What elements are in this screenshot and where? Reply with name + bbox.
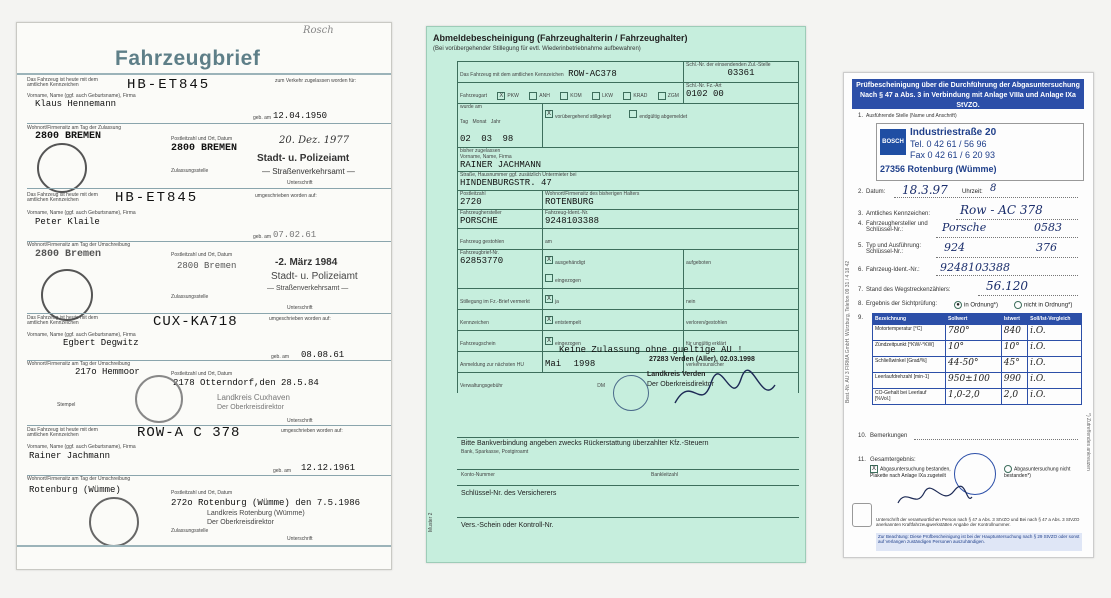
row-name: CO-Gehalt bei Leerlauf [%Vol.]	[873, 389, 946, 405]
label-plz-ort-2: Postleitzahl und Ort, Datum	[171, 252, 233, 258]
label-fahrzeugart: Fahrzeugart	[460, 93, 487, 99]
label-stempel: Stempel	[57, 402, 76, 408]
row-soll: 950±100	[946, 373, 1002, 389]
label-ident: Fahrzeug-Ident.-Nr.	[545, 209, 589, 216]
entry2-ort: 2800 Bremen	[177, 261, 237, 271]
row-name: Zündzeitpunkt [°KW/-°KW]	[873, 341, 946, 357]
row-cmp: i.O.	[1028, 357, 1082, 373]
entry3-name: Egbert Degwitz	[63, 338, 139, 348]
art-krad: KRAD	[633, 93, 648, 99]
label-unterschrift: Unterschrift	[287, 180, 313, 186]
pruef-table	[872, 313, 1082, 405]
entry3-stelle: Landkreis Cuxhaven	[217, 393, 290, 402]
label-anmeldung-hu: Anmeldung zur nächsten HU	[460, 361, 524, 368]
row-soll: 780°	[946, 325, 1002, 341]
abm-ort: ROTENBURG	[545, 197, 594, 207]
radio-nicht-bestanden	[1004, 465, 1012, 473]
abm-plz: 2720	[460, 197, 482, 207]
abm-hu-monat: Mai	[545, 358, 562, 369]
table-row	[873, 341, 1082, 357]
entry2-wohnort: 2800 Bremen	[35, 249, 102, 260]
brief-title: Fahrzeugbrief	[115, 47, 261, 70]
label-wohnort-umschreibung: Wohnort/Firmensitz am Tag der Umschreibung	[27, 242, 131, 248]
entry2-name: Peter Klaile	[35, 217, 100, 227]
abm-jahr: 98	[502, 134, 514, 145]
abm-entstempelt: entstempelt	[555, 319, 581, 326]
entry1-ort: 2800 BREMEN	[171, 143, 238, 154]
abm-eingezogen-brief: eingezogen	[555, 277, 581, 284]
entry1-name: Klaus Hennemann	[35, 99, 117, 109]
row-ist: 990	[1001, 373, 1027, 389]
label-plz-ort-4: Postleitzahl und Ort, Datum	[171, 490, 233, 496]
label-wohnort-umschreibung-3: Wohnort/Firmensitz am Tag der Umschreibung	[27, 361, 131, 367]
label-name: Vorname, Name (ggf. auch Geburtsname), Firma	[27, 93, 136, 99]
entry4-geb: 12.12.1961	[301, 463, 356, 473]
abm-ungueltig: für ungültig erklärt	[686, 340, 727, 347]
pruef-side-right: *) Zutreffendes ankreuzen	[1085, 413, 1091, 471]
pruef-fax: Fax 0 42 61 / 6 20 93	[910, 150, 996, 160]
abm-versicherer: Schlüssel-Nr. des Versicherers	[461, 490, 557, 497]
pruef-firma: Industriestraße 20	[910, 127, 997, 138]
abm-halter: RAINER JACHMANN	[460, 159, 542, 170]
label-wohnort: Wohnort/Firmensitz am Tag der Zulassung	[27, 125, 122, 131]
abm-briefnr: 62853770	[460, 256, 504, 266]
checkbox-lkw	[592, 92, 600, 100]
label-schl-nr: Schl.-Nr. der einsendenden Zul.-Stelle	[686, 62, 771, 68]
abm-kennzeichen: ROW-AC378	[568, 69, 617, 79]
label-plz: Postleitzahl	[460, 190, 486, 197]
label-briefnr: Fahrzeugbrief-Nr.	[460, 249, 499, 256]
official-stamp-icon	[89, 497, 139, 547]
art-anh: ANH	[539, 93, 550, 99]
checkbox-anh	[529, 92, 537, 100]
col-vergleich: Soll/Ist-Vergleich	[1028, 314, 1082, 325]
label-schl-fz: Schl.-Nr. Fz.-Art	[686, 83, 722, 89]
entry3-ort: 2178 Otterndorf,den 28.5.84	[173, 378, 319, 388]
table-row	[873, 357, 1082, 373]
label-geb-4: geb. am	[273, 468, 292, 474]
label-tag: Tag	[460, 119, 469, 126]
pruef-footer2: Zur Beachtung: Diese Prüfbescheinigung ist bei der Hauptuntersuchung nach § 29 StVZO oder sonst auf Verlangen zuständigen Personen auszuhändigen.	[876, 533, 1082, 551]
official-stamp-icon	[613, 375, 649, 411]
label-zum-verkehr: zum Verkehr zugelassen worden für:	[275, 78, 357, 84]
label-monat: Monat	[472, 119, 487, 126]
abm-eingezogen-schein: eingezogen	[555, 340, 581, 347]
abm-endgueltig: endgültig abgemeldet	[639, 114, 688, 120]
label-geb: geb. am	[253, 115, 272, 121]
label-kennzeichen-4: Das Fahrzeug ist heute mit dem amtlichen Kennzeichen	[27, 427, 98, 439]
pruef-gesamt: Gesamtergebnis:	[870, 457, 916, 463]
pruef-ident-label: Fahrzeug-Ident.-Nr.:	[866, 267, 920, 273]
entry1-kennzeichen: HB-ET845	[127, 77, 211, 93]
row-soll: 1,0-2,0	[946, 389, 1002, 405]
abm-hersteller: PORSCHE	[460, 216, 498, 226]
abm-schl-nr: 03361	[727, 68, 755, 79]
label-wohnort: Wohnort/Firmensitz des bisherigen Halters	[545, 190, 640, 197]
abm-behoerde2: Der Oberkreisdirektor	[647, 381, 714, 388]
checkbox-krad	[623, 92, 631, 100]
fahrzeugbrief-document	[16, 22, 392, 570]
pruefbescheinigung-document: Prüfbescheinigung über die Durchführung der Abgasuntersuchung Nach § 47 a Abs. 3 in Verbindung mit Anlage VIIIa und Anlage IXa StVZO. 1. Ausführende Stelle (Name und Anschrift) BOSCH Industriestraße 20 Tel. 0 42 61 / 56 96 Fax 0 42 61 / 6 20 93 27356 Rotenburg (Wümme) 2. Datum: 18.3.97 Uhrzeit: 8 3. Amtliches Kennzeichen: Row - AC 378 4. Fahrzeughersteller und Schlüssel-Nr.: Porsche 0583 5. Typ und Ausführung: Schlüssel-Nr.: 924 376 6. Fahrzeug-Ident.-Nr.: 9248103388 7. Stand des Wegstreckenzählers: 56.120 8. Ergebnis der Sichtprüfung: ● in Ordnung*) nicht in Ordnung*) 9. Bezeichnung Sollwert Istwert Soll/Ist-Vergleich Motortemperatur [°C] 780° 840 i.O. Zündzeitpunkt [°KW/-°KW] 10° 10° i.O. Schließwinkel [Grad/%] 44-50° 45° i.O. Leerlaufdrehzahl [min-1] 950±100 990 i.O. CO-Gehalt bei Leerlauf [%Vol.] 1,0-2,0 2,0 i.O. 10. Bemerkungen 11. Gesamtergebnis: X Abgasuntersuchung bestanden, Plakette nach Anlage IXa zugeteilt Abgasuntersuchung nicht bestanden*) Unterschrift der verantwortlichen Person nach § 47 a Abs. 3 StVZO und Bei nach § 47 a Abs. 3 StVZO anerkannten Kraftfahrzeugwerkstätten Angabe der Kontrollnummer. Zur Beachtung: Diese Prüfbescheinigung ist bei der Hauptuntersuchung nach § 29 StVZO oder sonst auf Verlangen zuständigen Personen auszuhändigen. Best.-Nr. AU 3 FIRMA GmbH. Würzburg, Telefon 09 31 / 4 18 42 *) Zutreffendes ankreuzen	[843, 72, 1094, 558]
label-umgeschrieben-3: umgeschrieben worden auf:	[269, 316, 331, 322]
label-kennzeichen: Das Fahrzeug ist heute mit dem amtlichen Kennzeichen	[27, 77, 98, 89]
art-pkw: PKW	[507, 93, 519, 99]
abm-tag: 02	[460, 134, 471, 145]
table-row	[873, 325, 1082, 341]
abm-ja: ja	[555, 298, 559, 305]
label-name-4: Vorname, Name (ggf. auch Geburtsname), Firma	[27, 444, 136, 450]
art-zgm: ZGM	[667, 93, 679, 99]
abm-bank-label: Bank, Sparkasse, Postgiroamt	[461, 449, 529, 455]
checkbox-voruebergehend: X	[546, 110, 551, 117]
label-jahr: Jahr	[490, 119, 501, 126]
row-ist: 2,0	[1001, 389, 1027, 405]
label-wohnort-umschreibung-4: Wohnort/Firmensitz am Tag der Umschreibung	[27, 476, 131, 482]
pruef-typ-nr: 376	[1036, 241, 1057, 254]
label-unterschrift-4: Unterschrift	[287, 536, 313, 542]
label-strasse: Straße, Hausnummer ggf. zusätzlich Untermieter bei	[460, 171, 577, 178]
abm-stillegung-vermerkt: Stillegung im Fz.-Brief vermerkt	[460, 298, 530, 305]
pruef-uhrzeit: 8	[990, 183, 997, 194]
entry3-stelle2: Der Oberkreisdirektor	[217, 404, 284, 411]
row-cmp: i.O.	[1028, 341, 1082, 357]
label-umgeschrieben-4: umgeschrieben worden auf:	[281, 428, 343, 434]
pruef-ort: 27356 Rotenburg (Wümme)	[880, 164, 997, 174]
checkbox-bestanden: X	[871, 466, 876, 472]
abm-behoerde1: Landkreis Verden	[647, 371, 706, 378]
entry4-kennzeichen: ROW-A C 378	[137, 425, 241, 441]
entry1-stelle2: — Straßenverkehrsamt —	[262, 167, 355, 176]
entry1-stelle: Stadt- u. Polizeiamt	[257, 153, 350, 164]
row-ist: 45°	[1001, 357, 1027, 373]
pruef-km-label: Stand des Wegstreckenzählers:	[866, 287, 951, 293]
row-name: Schließwinkel [Grad/%]	[873, 357, 946, 373]
entry1-wohnort: 2800 BREMEN	[35, 131, 102, 142]
label-geb-2: geb. am	[253, 234, 272, 240]
label-zulassungsstelle-4: Zulassungsstelle	[171, 528, 209, 534]
row-ist: 840	[1001, 325, 1027, 341]
table-row	[873, 389, 1082, 405]
abm-main-table	[457, 61, 799, 393]
pruef-datum-label: Datum:	[866, 189, 886, 195]
abm-bank-title: Bitte Bankverbindung angeben zwecks Rückerstattung überzahlter Kfz.-Steuern	[461, 440, 709, 447]
label-name-3: Vorname, Name (ggf. auch Geburtsname), Firma	[27, 332, 136, 338]
entry2-geb: 07.02.61	[273, 230, 317, 240]
entry2-kennzeichen: HB-ET845	[115, 190, 199, 206]
official-stamp-icon	[37, 143, 87, 193]
label-geb-3: geb. am	[271, 354, 290, 360]
checkbox-entstempelt: X	[546, 316, 551, 323]
pruef-label-stelle: Ausführende Stelle (Name und Anschrift)	[866, 113, 957, 119]
entry3-wohnort: 217o Hemmoor	[75, 367, 140, 377]
row-ist: 10°	[1001, 341, 1027, 357]
radio-nicht-ordnung	[1014, 301, 1022, 309]
checkbox-pkw: X	[499, 92, 504, 99]
abm-title: Abmeldebescheinigung (Fahrzeughalterin / Fahrzeughalter)	[433, 33, 688, 43]
pruef-herst-nr: 0583	[1034, 221, 1062, 234]
abm-blz: Bankleitzahl	[651, 472, 678, 478]
art-lkw: LKW	[602, 93, 613, 99]
pruef-ident: 9248103388	[940, 261, 1010, 274]
entry1-date: 20. Dez. 1977	[279, 135, 350, 146]
pruef-herst-label: Fahrzeughersteller und Schlüssel-Nr.:	[866, 221, 928, 233]
label-name: Vorname, Name, Firma	[460, 153, 512, 160]
label-wurde-am: wurde am	[460, 104, 482, 110]
art-kom: KOM	[570, 93, 582, 99]
recycling-icon	[852, 503, 872, 527]
row-name: Motortemperatur [°C]	[873, 325, 946, 341]
row-cmp: i.O.	[1028, 389, 1082, 405]
entry2-stelle: Stadt- u. Polizeiamt	[271, 271, 358, 282]
entry4-stelle2: Der Oberkreisdirektor	[207, 519, 274, 526]
pruef-nicht-ordnung: nicht in Ordnung*)	[1024, 302, 1073, 309]
pruef-uhrzeit-label: Uhrzeit:	[962, 189, 983, 195]
entry2-stelle2: — Straßenverkehrsamt —	[267, 285, 349, 292]
abm-ort-datum: 27283 Verden (Aller), 02.03.1998	[649, 356, 755, 363]
pruef-km: 56.120	[986, 279, 1028, 293]
checkbox-ja: X	[546, 295, 551, 302]
label-abm-kennzeichen: Das Fahrzeug mit dem amtlichen Kennzeichen	[460, 72, 564, 78]
signature-icon	[894, 483, 974, 513]
abm-aufgeboten: aufgeboten	[686, 259, 712, 266]
pruef-tel: Tel. 0 42 61 / 56 96	[910, 139, 987, 149]
row-soll: 44-50°	[946, 357, 1002, 373]
label-unterschrift-3: Unterschrift	[287, 418, 313, 424]
bosch-logo-icon: BOSCH	[880, 129, 906, 155]
abmeldebescheinigung-document	[426, 26, 806, 563]
abm-kennzeichen-row: Kennzeichen	[460, 319, 489, 326]
checkbox-zgm	[658, 92, 666, 100]
abm-muster: Muster 2	[428, 512, 434, 532]
col-sollwert: Sollwert	[946, 314, 1002, 325]
table-row	[873, 373, 1082, 389]
label-gebuehr: Verwaltungsgebühr	[460, 382, 503, 389]
col-bezeichnung: Bezeichnung	[873, 314, 946, 325]
abm-monat: 03	[481, 134, 493, 145]
pruef-datum: 18.3.97	[902, 183, 948, 197]
abm-schl-fz: 0102 00	[686, 89, 724, 100]
pruef-in-ordnung: in Ordnung*)	[964, 302, 999, 309]
abm-ident: 9248103388	[545, 216, 600, 226]
abm-dm: DM	[597, 382, 606, 389]
pruef-bemerkungen: Bemerkungen	[870, 433, 908, 439]
pruef-bestanden: Abgasuntersuchung bestanden, Plakette nach Anlage IXa zugeteilt	[870, 466, 951, 479]
entry4-stelle: Landkreis Rotenburg (Wümme)	[207, 510, 305, 517]
label-kennzeichen-3: Das Fahrzeug ist heute mit dem amtlichen Kennzeichen	[27, 315, 98, 327]
entry1-geb: 12.04.1950	[273, 111, 328, 121]
abm-hu-jahr: 1998	[573, 358, 596, 369]
row-soll: 10°	[946, 341, 1002, 357]
abm-voruebergehend: vorübergehend stillgelegt	[555, 114, 611, 120]
checkbox-ausgehaendigt: X	[546, 256, 551, 263]
pruef-kennz: Row - AC 378	[960, 203, 1043, 217]
pruef-typ-label: Typ und Ausführung: Schlüssel-Nr.:	[866, 243, 922, 255]
abm-vers-schein: Vers.-Schein oder Kontroll-Nr.	[461, 522, 554, 529]
abm-konto: Konto-Nummer	[461, 472, 495, 478]
entry2-date: -2. März 1984	[275, 257, 338, 268]
label-umgeschrieben: umgeschrieben worden auf:	[255, 193, 317, 199]
entry3-geb: 08.08.61	[301, 350, 345, 360]
checkbox-eingezogen-brief	[545, 274, 553, 282]
label-kennzeichen-2: Das Fahrzeug ist heute mit dem amtlichen Kennzeichen	[27, 192, 98, 204]
label-name-2: Vorname, Name (ggf. auch Geburtsname), Firma	[27, 210, 136, 216]
label-unterschrift-2: Unterschrift	[287, 305, 313, 311]
pruef-kennz-label: Amtliches Kennzeichen:	[866, 211, 931, 217]
checkbox-endgueltig	[629, 110, 637, 118]
pruef-side: Best.-Nr. AU 3 FIRMA GmbH. Würzburg, Telefon 09 31 / 4 18 42	[845, 260, 851, 403]
entry4-ort: 272o Rotenburg (Wümme) den 7.5.1986	[171, 498, 361, 508]
label-zulassungsstelle: Zulassungsstelle	[171, 168, 209, 174]
label-plz-ort-3: Postleitzahl und Ort, Datum	[171, 371, 233, 377]
pruef-footer1: Unterschrift der verantwortlichen Person nach § 47 a Abs. 3 StVZO und Bei nach § 47 a Abs. 3 StVZO anerkannten Kraftfahrzeugwerkstätten Angabe der Kontrollnummer.	[876, 517, 1080, 527]
pruef-typ: 924	[944, 241, 965, 254]
official-stamp-icon	[135, 375, 183, 423]
radio-in-ordnung: ●	[954, 301, 962, 309]
abm-am: am	[545, 238, 552, 245]
pruef-herst: Porsche	[942, 221, 987, 234]
abm-strasse: HINDENBURGSTR. 47	[460, 178, 552, 188]
abm-subtitle: (Bei vorübergehender Stillegung für evtl. Wiederinbetriebnahme aufbewahren)	[433, 46, 641, 52]
abm-stamp-line: Keine Zulassung ohne gueltige AU !	[559, 345, 743, 355]
abm-fahrzeugschein: Fahrzeugschein	[460, 340, 496, 347]
pruef-nicht-bestanden: Abgasuntersuchung nicht bestanden*)	[1004, 466, 1071, 479]
label-bisher: bisher zugelassen	[460, 148, 501, 155]
abm-ausgehaendigt: ausgehändigt	[555, 259, 586, 266]
checkbox-kom	[560, 92, 568, 100]
col-istwert: Istwert	[1001, 314, 1027, 325]
entry3-kennzeichen: CUX-KA718	[153, 314, 238, 330]
row-name: Leerlaufdrehzahl [min-1]	[873, 373, 946, 389]
label-zulassungsstelle-2: Zulassungsstelle	[171, 294, 209, 300]
signature-icon	[671, 363, 781, 419]
pruef-header: Prüfbescheinigung über die Durchführung der Abgasuntersuchung Nach § 47 a Abs. 3 in Verbindung mit Anlage VIIIa und Anlage IXa StVZO.	[852, 79, 1084, 109]
label-plz-ort: Postleitzahl und Ort, Datum	[171, 136, 233, 142]
entry4-name: Rainer Jachmann	[29, 451, 111, 461]
abm-verkehrsunsicher: verkehrsunsicher	[686, 361, 725, 368]
abm-nein: nein	[686, 298, 696, 305]
abm-gestohlen: Fahrzeug gestohlen	[460, 238, 505, 245]
row-cmp: i.O.	[1028, 325, 1082, 341]
abm-verloren: verloren/gestohlen	[686, 319, 728, 326]
row-cmp: i.O.	[1028, 373, 1082, 389]
checkbox-eingezogen-schein: X	[546, 337, 551, 344]
entry4-wohnort: Rotenburg (Wümme)	[29, 485, 121, 495]
pruef-ergebnis-label: Ergebnis der Sichtprüfung:	[866, 301, 938, 307]
margin-note: Rosch	[303, 25, 334, 36]
label-hersteller: Fahrzeughersteller	[460, 209, 502, 216]
